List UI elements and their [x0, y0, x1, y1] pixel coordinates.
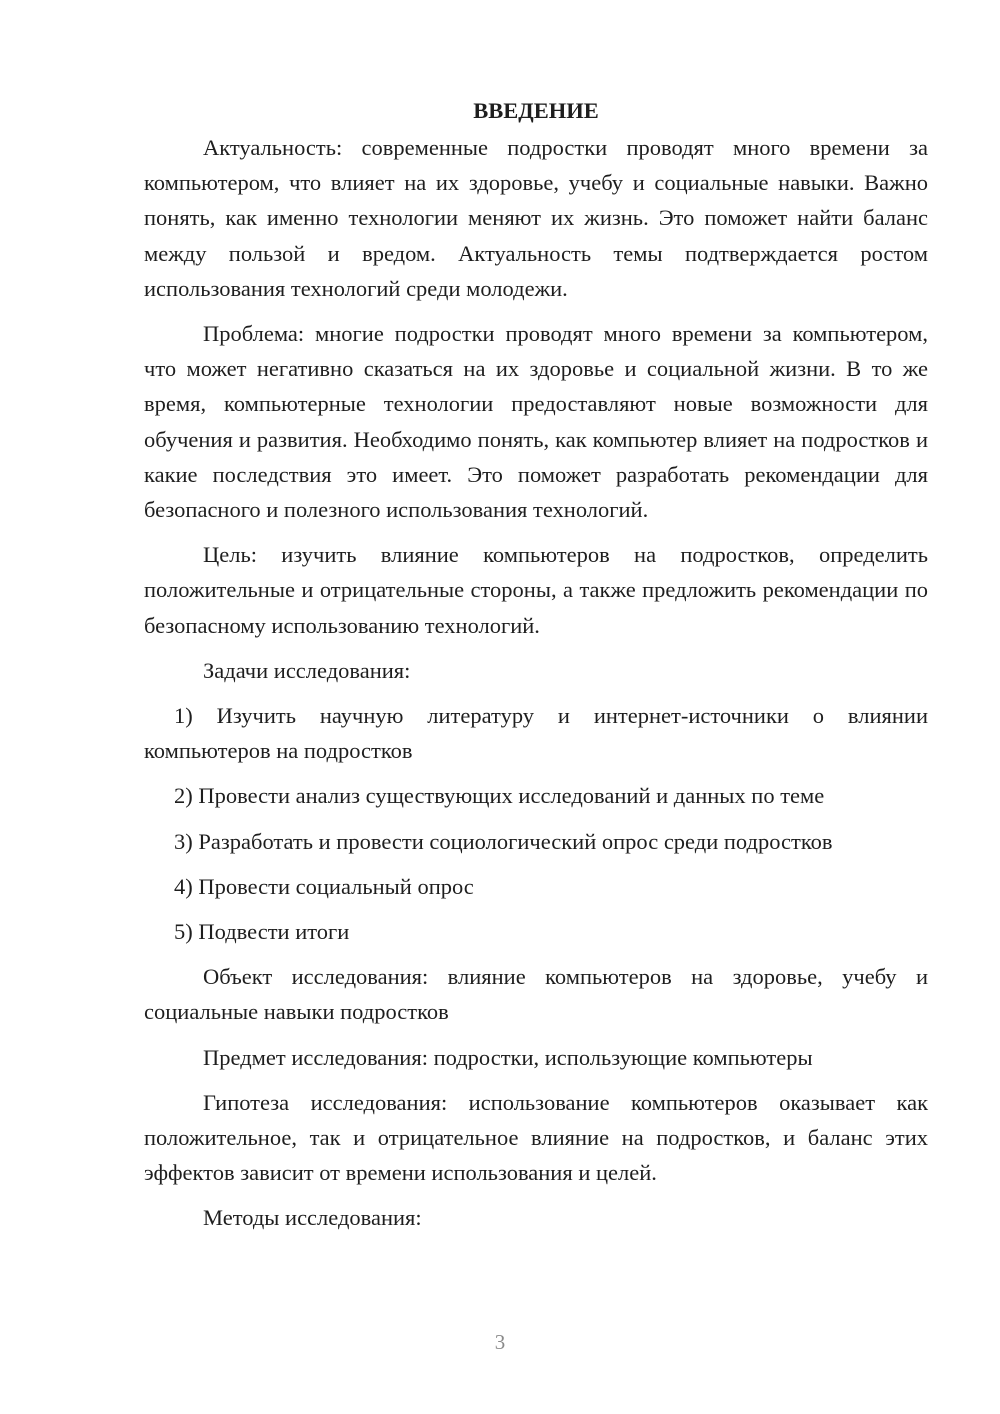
task-item: 4) Провести социальный опрос [174, 873, 474, 899]
task-item: 5) Подвести итоги [174, 919, 350, 945]
hypothesis-paragraph: Гипотеза исследования: использование компьютеров оказывает как положительное, так и отрицательное влияние на подростков, и баланс этих эффектов зависит от времени использования и целей. [144, 1089, 928, 1186]
methods-heading: Методы исследования: [203, 1205, 422, 1231]
goal-paragraph: Цель: изучить влияние компьютеров на подростков, определить положительные и отрицательные стороны, а также предложить рекомендации по безопасному использованию технологий. [144, 542, 928, 638]
subject-paragraph: Предмет исследования: подростки, использующие компьютеры [203, 1044, 813, 1070]
task-item: 2) Провести анализ существующих исследований и данных по теме [174, 783, 825, 809]
task-item: 3) Разработать и провести социологический опрос среди подростков [174, 828, 833, 854]
task-item: 1) Изучить научную литературу и интернет-источники о влиянии компьютеров на подростков [144, 703, 928, 764]
problem-paragraph: Проблема: многие подростки проводят много времени за компьютером, что может негативно сказаться на их здоровье и социальной жизни. В то же время, компьютерные технологии предоставляют новые возможности для обучения и развития. Необходимо понять, как компьютер влияет на подростков и какие последствия это имеет. Это поможет разработать рекомендации для безопасного и полезного использования технологий. [144, 321, 928, 523]
page-content [144, 92, 928, 1246]
page-title: ВВЕДЕНИЕ [473, 98, 599, 123]
page-number: 3 [494, 1330, 506, 1354]
relevance-paragraph: Актуальность: современные подростки проводят много времени за компьютером, что влияет на их здоровье, учебу и социальные навыки. Важно понять, как именно технологии меняют их жизнь. Это поможет найти баланс между пользой и вредом. Актуальность темы подтверждается ростом использования технологий среди молодежи. [144, 135, 928, 301]
tasks-heading: Задачи исследования: [203, 657, 411, 683]
object-paragraph: Объект исследования: влияние компьютеров на здоровье, учебу и социальные навыки подростков [144, 964, 928, 1025]
